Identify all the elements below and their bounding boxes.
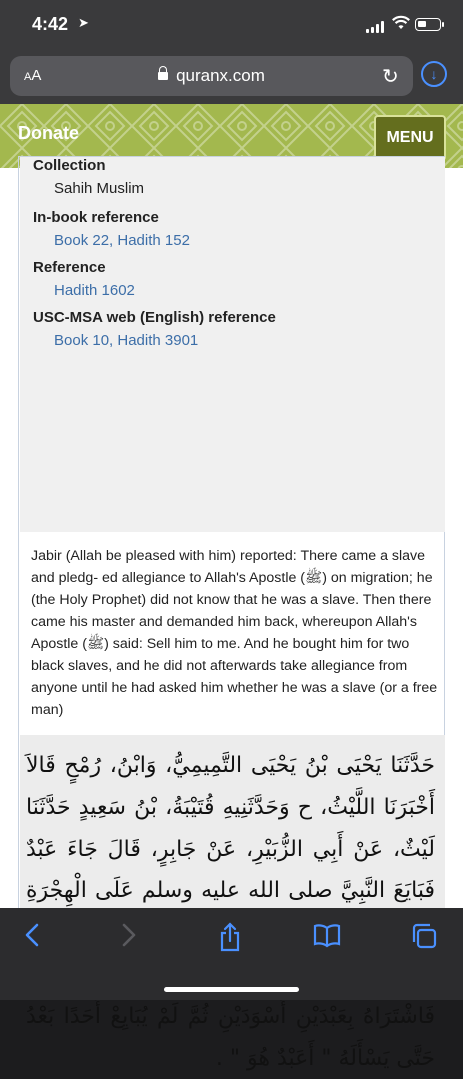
lock-icon [158,72,168,80]
browser-address-area [0,48,463,104]
reference-block [20,157,445,532]
reference-label: Reference [33,259,106,276]
forward-chevron-icon[interactable] [121,922,137,955]
status-bar [0,0,463,48]
usc-msa-reference-label: USC-MSA web (English) reference [33,309,276,326]
status-time: 4:42 [32,14,69,34]
url-display[interactable] [10,66,413,86]
reload-icon[interactable]: ↻ [382,66,399,88]
address-bar[interactable] [10,56,413,96]
book-icon[interactable] [313,922,341,955]
collection-label: Collection [33,157,106,174]
url-text: quranx.com [176,66,265,85]
browser-toolbar [0,908,463,1000]
collection-value: Sahih Muslim [54,180,145,197]
in-book-reference-label: In-book reference [33,209,159,226]
share-icon[interactable] [217,922,243,959]
download-icon[interactable]: ↓ [421,61,447,87]
arabic-text: حَدَّثَنَا يَحْيَى بْنُ يَحْيَى التَّمِيمِيُّ، وَابْنُ، رُمْحٍ قَالاَ أَخْبَرَنَا اللَّيْثُ، ح وَحَدَّثَنِيهِ قُتَيْبَةُ، بْنُ سَعِيدٍ حَدَّثَنَا لَيْثٌ، عَنْ أَبِي الزُّبَيْرِ، عَنْ جَابِرٍ، قَالَ جَاءَ عَبْدٌ فَبَايَعَ النَّبِيَّ صلى الله عليه وسلم عَلَى الْهِجْرَةِ فَاشْتَرَاهُ بِعَبْدَيْنِ أَسْوَدَيْنِ ثُمَّ لَمْ يُبَايِعْ أَحَدًا بَعْدُ حَتَّى يَسْأَلَهُ " أَعَبْدٌ هُوَ " . [20,735,445,935]
donate-link[interactable]: Donate [18,123,80,143]
tabs-icon[interactable] [410,922,438,957]
wifi-icon [392,16,410,35]
home-indicator [164,987,299,992]
hadith-card [18,156,445,1071]
reference-link[interactable]: Hadith 1602 [54,282,135,299]
signal-icon [366,21,386,33]
menu-button[interactable]: MENU [374,115,446,161]
usc-msa-reference-link[interactable]: Book 10, Hadith 3901 [54,332,199,349]
back-chevron-icon[interactable] [24,922,40,955]
battery-icon [415,18,441,31]
page-content [0,157,463,1071]
english-translation: Jabir (Allah be pleased with him) reported: There came a slave and pledg- ed allegiance to Allah's Apostle (ﷺ) on migration; he (the Holy Prophet) did not know that he was a slave. Then there came his master and demanded him back, whereupon Allah's Apostle (ﷺ) said: Sell him to me. And he bought him for two black slaves, and he did not afterwards take allegiance from anyone until he had asked him whether he was a slave (or a free man) [31,548,438,718]
location-arrow-icon: ➤ [78,15,89,30]
text-size-button[interactable]: AA [24,67,42,84]
in-book-reference-link[interactable]: Book 22, Hadith 152 [54,232,190,249]
